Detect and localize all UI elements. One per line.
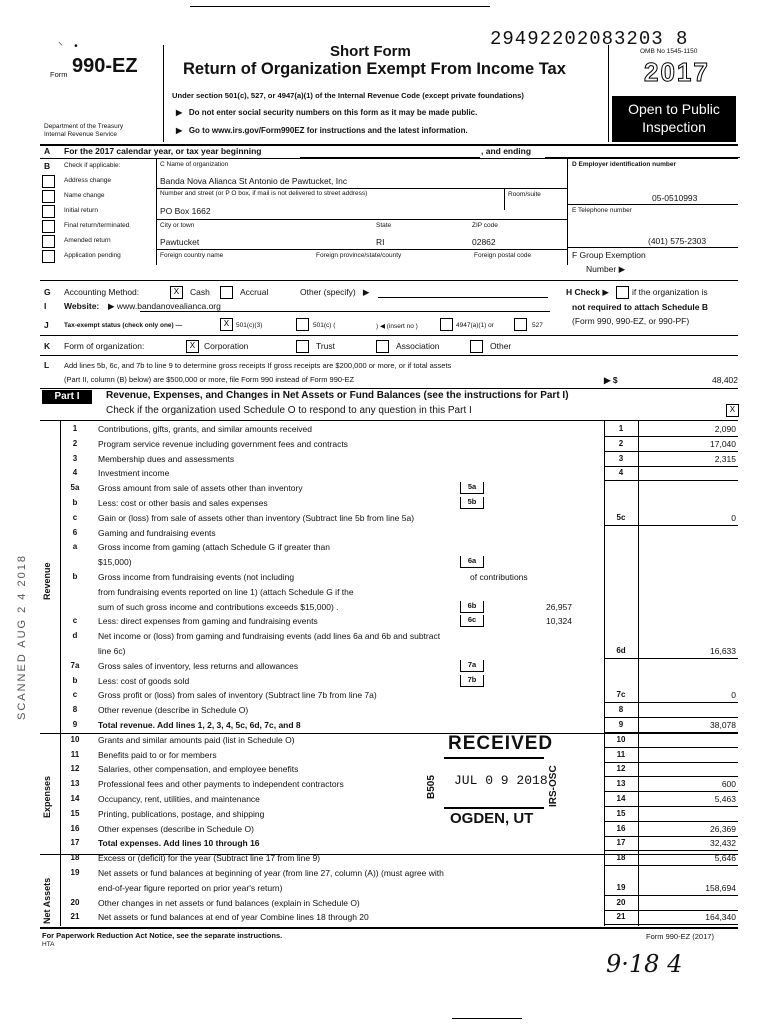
sub-box-label: 5b <box>460 497 484 509</box>
header-divider-right <box>608 45 609 142</box>
c-right-border <box>567 158 568 265</box>
tax-year: 2017 <box>616 60 728 90</box>
line-description: line 6c) <box>98 646 126 656</box>
checkbox-501c[interactable] <box>296 318 309 331</box>
other-method-field[interactable] <box>378 297 548 298</box>
top-rule <box>190 6 490 7</box>
line-b-label: B <box>44 161 51 171</box>
street-address[interactable]: PO Box 1662 <box>160 206 211 216</box>
line-description: Gross profit or (loss) from sales of inventory (Subtract line 7b from line 7a) <box>98 690 377 701</box>
line-box-label: 18 <box>616 853 626 863</box>
line-description: Net assets or fund balances at beginning of year (from line 27, column (A)) (must agree with <box>98 868 444 878</box>
form-label: Form <box>50 70 68 79</box>
line-description: Net income or (loss) from gaming and fundraising events (add lines 6a and 6b and subtract <box>98 631 441 642</box>
l-text-1: Add lines 5b, 6c, and 7b to line 9 to determine gross receipts If gross receipts are $200,000 or more, or if total assets <box>64 361 452 370</box>
line-amount-rule <box>604 747 738 748</box>
rule-e <box>567 247 738 248</box>
line-description: Excess or (deficit) for the year (Subtract line 17 from line 9) <box>98 853 321 864</box>
line-number: d <box>72 631 78 641</box>
sub-box-label: 6b <box>460 601 484 613</box>
checkbox-cash[interactable]: X <box>170 286 183 299</box>
line-amount[interactable]: 600 <box>721 779 736 790</box>
checkbox-527[interactable] <box>514 318 527 331</box>
checkbox-amended-return[interactable] <box>42 235 55 248</box>
line-amount-rule <box>604 717 738 718</box>
line-number: 18 <box>70 853 80 863</box>
omb-number: OMB No 1545-1150 <box>640 48 698 55</box>
stamp-city: OGDEN, UT <box>450 810 534 827</box>
line-number: 1 <box>72 424 78 433</box>
line-description: Other expenses (describe in Schedule O) <box>98 823 254 834</box>
line-description: Membership dues and assessments <box>98 453 235 464</box>
part-i-schedule-o: Check if the organization used Schedule O to respond to any question in this Part I <box>106 405 472 416</box>
rule-part-i <box>40 420 738 421</box>
checkbox-schedule-o[interactable]: X <box>726 404 739 417</box>
room-divider <box>504 188 505 210</box>
line-number: 6 <box>72 527 78 537</box>
line-description: Gaming and fundraising events <box>98 527 216 538</box>
sub-amount[interactable]: 26,957 <box>546 601 572 612</box>
line-number: b <box>72 675 78 685</box>
insert-no-label: ) ◀ (insert no ) <box>376 323 418 330</box>
rule-b-bottom <box>40 280 738 281</box>
side-label-revenue: Revenue <box>42 562 52 600</box>
line-number: c <box>72 512 78 522</box>
rule-part-i-bottom <box>40 927 738 929</box>
checkbox-501c3[interactable]: X <box>220 318 233 331</box>
line-description: Professional fees and other payments to independent contractors <box>98 779 344 790</box>
line-amount-rule <box>604 525 738 526</box>
line-number: 16 <box>70 823 80 833</box>
title-short-form: Short Form <box>330 43 411 60</box>
sub-box-label: 6c <box>460 615 484 627</box>
stamp-rule-top <box>444 757 544 759</box>
checkbox-trust[interactable] <box>296 340 309 353</box>
line-amount[interactable]: 38,078 <box>710 720 736 730</box>
corporation-label: Corporation <box>204 341 249 351</box>
f-number-label: Number ▶ <box>586 264 626 274</box>
city-value[interactable]: Pawtucket <box>160 237 200 247</box>
checkbox-address-change[interactable] <box>42 175 55 188</box>
line-number: 15 <box>70 808 80 818</box>
form-subtitle: Under section 501(c), 527, or 4947(a)(1) of the Internal Revenue Code (except private foundations) <box>172 91 524 100</box>
street-label: Number and street (or P O box, if mail is not delivered to street address) <box>160 190 368 197</box>
line-description: Other changes in net assets or fund balances (explain in Schedule O) <box>98 897 360 908</box>
line-description: Grants and similar amounts paid (list in Schedule O) <box>98 734 295 745</box>
line-a-text: For the 2017 calendar year, or tax year beginning <box>64 146 262 156</box>
line-number: 3 <box>72 453 78 463</box>
line-number: b <box>72 498 78 507</box>
checkbox-association[interactable] <box>376 340 389 353</box>
line-amount[interactable]: 16,633 <box>710 646 736 656</box>
rule-a <box>40 158 738 159</box>
rule-j <box>40 335 738 336</box>
line-number: c <box>72 690 78 700</box>
line-description: Salaries, other compensation, and employee benefits <box>98 764 299 775</box>
line-amount[interactable]: 2,090 <box>714 424 736 434</box>
amount-column-border <box>638 420 639 926</box>
line-amount-rule <box>604 791 738 792</box>
checkbox-final-return[interactable] <box>42 220 55 233</box>
line-description: from fundraising events reported on line 1) (attach Schedule G if the <box>98 586 354 597</box>
line-description: Program service revenue including government fees and contracts <box>98 438 348 449</box>
line-amount-rule <box>604 910 738 911</box>
line-description: Less: cost or other basis and sales expenses <box>98 498 268 508</box>
line-amount-rule <box>604 702 738 703</box>
tax-exempt-label: Tax-exempt status (check only one) — <box>64 322 182 329</box>
c-label: C Name of organization <box>160 161 229 168</box>
h-text-3: (Form 990, 990-EZ, or 990-PF) <box>572 316 690 326</box>
4947-label: 4947(a)(1) or <box>456 322 494 329</box>
line-number: 11 <box>70 749 80 759</box>
checkbox-other-org[interactable] <box>470 340 483 353</box>
line-box-label: 14 <box>616 794 626 803</box>
amended-return-label: Amended return <box>64 237 111 244</box>
other-method-label: Other (specify) ▶ <box>300 287 370 297</box>
rule-k <box>40 355 738 356</box>
website-value[interactable]: ▶ www.bandanovealianca.org <box>108 301 221 311</box>
rule-c1 <box>156 188 567 189</box>
line-amount-rule <box>604 806 738 807</box>
501c-label: 501(c) ( <box>313 322 336 329</box>
line-amount-rule <box>604 850 738 851</box>
line-a-label: A <box>44 146 51 156</box>
line-number: 4 <box>72 468 78 478</box>
header-divider-left <box>163 45 164 142</box>
line-number: 14 <box>70 794 80 803</box>
line-box-label: 3 <box>618 453 624 463</box>
website-label: Website: <box>64 301 100 311</box>
line-description: end-of-year figure reported on prior year's return) <box>98 882 283 893</box>
line-amount[interactable]: 32,432 <box>710 838 736 849</box>
line-description: Gross amount from sale of assets other than inventory <box>98 483 303 494</box>
line-box-label: 1 <box>618 424 624 433</box>
line-description: Gain or (loss) from sale of assets other than inventory (Subtract line 5b from line 5a) <box>98 512 415 523</box>
line-i-letter: I <box>44 301 47 311</box>
form-number: 990-EZ <box>72 55 138 77</box>
line-amount-rule <box>604 480 738 481</box>
initial-return-label: Initial return <box>64 207 98 214</box>
address-change-label: Address change <box>64 177 111 184</box>
sub-box-label: 7b <box>460 675 484 687</box>
stamp-left-code: B505 <box>426 775 437 799</box>
line-description: sum of such gross income and contributions exceeds $15,000) . <box>98 601 339 612</box>
d-label: D Employer identification number <box>572 161 677 168</box>
other-org-label: Other <box>490 341 512 351</box>
line-description: Other revenue (describe in Schedule O) <box>98 705 249 716</box>
line-amount-rule <box>604 836 738 837</box>
state-label: State <box>376 222 392 229</box>
line-description: Total revenue. Add lines 1, 2, 3, 4, 5c, 6d, 7c, and 8 <box>98 720 301 730</box>
line-number: 5a <box>70 483 80 493</box>
line-description: Contributions, gifts, grants, and similar amounts received <box>98 424 313 434</box>
check-applicable-label: Check if applicable: <box>64 162 121 169</box>
line-number: 10 <box>70 734 80 744</box>
line-number: c <box>72 616 78 626</box>
line-amount-rule <box>604 762 738 763</box>
sub-box-label: 5a <box>460 482 484 494</box>
side-label-expenses: Expenses <box>42 775 52 818</box>
line-description: Investment income <box>98 468 170 479</box>
line-k-letter: K <box>44 341 51 351</box>
line-number: 8 <box>72 705 78 715</box>
trust-label: Trust <box>316 341 336 351</box>
line-description: Less: cost of goods sold <box>98 675 190 686</box>
checkbox-initial-return[interactable] <box>42 205 55 218</box>
l-amount[interactable]: 48,402 <box>712 375 738 385</box>
notice-instructions: ▶ Go to www.irs.gov/Form990EZ for instructions and the latest information. <box>176 126 468 135</box>
part-i-title: Revenue, Expenses, and Changes in Net Assets or Fund Balances (see the instructions for Part I) <box>106 390 569 401</box>
line-box-label: 16 <box>616 823 626 833</box>
line-j-letter: J <box>44 320 49 330</box>
line-box-label: 21 <box>616 912 626 922</box>
org-name[interactable]: Banda Nova Alianca St Antonio de Pawtucket, Inc <box>160 176 348 186</box>
rule-c3 <box>156 249 567 250</box>
line-description: Total expenses. Add lines 10 through 16 <box>98 838 260 849</box>
line-amount[interactable]: 17,040 <box>710 438 736 449</box>
line-number: 13 <box>70 779 80 789</box>
line-amount[interactable]: 158,694 <box>705 882 736 893</box>
line-description: Less: direct expenses from gaming and fundraising events <box>98 616 318 627</box>
line-description: $15,000) <box>98 557 132 568</box>
line-box-label: 13 <box>616 779 626 789</box>
paperwork-notice: For Paperwork Reduction Act Notice, see the separate instructions. <box>42 931 283 940</box>
form-ref: Form 990-EZ (2017) <box>646 932 714 941</box>
h-text-2: not required to attach Schedule B <box>572 302 709 312</box>
foreign-province-label: Foreign province/state/county <box>316 252 402 259</box>
h-text-1: if the organization is <box>632 287 708 297</box>
margin-scan-stamp: SCANNED AUG 2 4 2018 <box>16 554 28 720</box>
open-to-public-badge: Open to Public Inspection <box>612 96 736 142</box>
room-label: Room/suite <box>508 191 541 198</box>
501c3-label: 501(c)(3) <box>236 322 263 329</box>
line-box-label: 4 <box>618 468 624 478</box>
zip-value[interactable]: 02862 <box>472 237 496 247</box>
line-amount-rule <box>604 865 738 866</box>
bottom-rule <box>452 1018 522 1019</box>
side-column-border <box>60 420 61 926</box>
line-description: Benefits paid to or for members <box>98 749 217 760</box>
line-amount[interactable]: 5,646 <box>714 853 736 864</box>
rule-expenses-bottom <box>40 854 738 855</box>
line-box-label: 17 <box>616 838 626 848</box>
line-number: 19 <box>70 868 80 877</box>
line-amount[interactable]: 26,369 <box>710 823 736 834</box>
irs-label: Internal Revenue Service <box>44 131 117 138</box>
line-box-label: 7c <box>616 690 626 700</box>
line-a-ending: , and ending <box>481 146 532 156</box>
state-value[interactable]: RI <box>376 237 385 247</box>
zip-label: ZIP code <box>472 222 498 229</box>
checkbox-4947[interactable] <box>440 318 453 331</box>
line-description: Printing, publications, postage, and shipping <box>98 808 265 819</box>
f-label: F Group Exemption <box>572 250 646 260</box>
line-box-label: 2 <box>618 438 624 448</box>
notice-ssn: ▶ Do not enter social security numbers on this form as it may be made public. <box>176 108 478 117</box>
line-box-label: 5c <box>616 512 626 522</box>
stamp-rule-bottom <box>444 807 544 809</box>
foreign-postal-label: Foreign postal code <box>474 252 532 259</box>
line-amount-rule <box>604 924 738 925</box>
line-l-letter: L <box>44 360 50 370</box>
line-g-letter: G <box>44 287 51 297</box>
form-title: Return of Organization Exempt From Income Tax <box>183 60 566 78</box>
corner-mark: ⸌ • <box>58 41 78 52</box>
line-box-label: 12 <box>616 764 626 774</box>
form-of-org-label: Form of organization: <box>64 341 145 351</box>
line-amount[interactable]: 2,315 <box>714 453 736 464</box>
line-box-label: 15 <box>616 808 626 818</box>
side-label-net-assets: Net Assets <box>42 877 52 924</box>
line-box-label: 19 <box>616 882 626 892</box>
line-number: b <box>72 572 78 581</box>
line-number: 17 <box>70 838 80 848</box>
line-amount[interactable]: 164,340 <box>705 912 736 923</box>
line-amount-rule <box>604 895 738 896</box>
e-label: E Telephone number <box>572 207 632 214</box>
phone-value[interactable]: (401) 575-2303 <box>648 236 707 246</box>
checkbox-schedule-b[interactable] <box>616 286 629 299</box>
sub-amount[interactable]: 10,324 <box>546 616 572 627</box>
final-return-label: Final return/terminated <box>64 222 130 229</box>
box-column-border <box>604 420 605 926</box>
line-description: Gross sales of inventory, less returns and allowances <box>98 660 299 671</box>
website-underline <box>140 311 550 312</box>
line-amount-rule <box>604 776 738 777</box>
line-box-label: 20 <box>616 897 626 907</box>
line-amount-rule <box>604 451 738 452</box>
l-arrow: ▶ $ <box>604 375 618 385</box>
line-amount[interactable]: 0 <box>731 690 736 701</box>
line-description: Gross income from gaming (attach Schedule G if greater than <box>98 542 330 553</box>
rule-d <box>567 204 738 205</box>
sub-box-label: 6a <box>460 556 484 568</box>
line-description: Net assets or fund balances at end of year Combine lines 18 through 20 <box>98 912 369 923</box>
line-amount-rule <box>604 436 738 437</box>
checkbox-corporation[interactable]: X <box>186 340 199 353</box>
foreign-country-label: Foreign country name <box>160 252 224 259</box>
checkbox-accrual[interactable] <box>220 286 233 299</box>
line-description: Occupancy, rent, utilities, and maintenance <box>98 794 260 804</box>
checkbox-application-pending[interactable] <box>42 250 55 263</box>
dept-label: Department of the Treasury <box>44 123 124 130</box>
stamp-right-code: IRS-OSC <box>548 765 559 807</box>
association-label: Association <box>396 341 440 351</box>
l-text-2: (Part II, column (B) below) are $500,000 or more, file Form 990 instead of Form 990-EZ <box>64 375 355 384</box>
rule-l <box>40 388 738 389</box>
line-box-label: 11 <box>616 749 626 759</box>
line-amount-rule <box>604 658 738 659</box>
line-number: 20 <box>70 897 80 907</box>
line-number: 21 <box>70 912 80 922</box>
stamp-date: JUL 0 9 2018 <box>454 773 548 788</box>
checkbox-name-change[interactable] <box>42 190 55 203</box>
rule-revenue-bottom <box>40 733 738 734</box>
application-pending-label: Application pending <box>64 252 121 259</box>
line-number: a <box>72 542 78 552</box>
rule-c2 <box>156 219 567 220</box>
line-number: 9 <box>72 720 78 729</box>
stamp-received: RECEIVED <box>448 733 554 754</box>
line-box-label: 6d <box>616 646 626 655</box>
h-label: H Check ▶ <box>566 287 609 297</box>
part-i-tag: Part I <box>42 390 92 404</box>
hta-label: HTA <box>42 941 55 948</box>
line-description: Gross income from fundraising events (not including <box>98 572 295 582</box>
ein-value[interactable]: 05-0510993 <box>652 193 698 203</box>
accrual-label: Accrual <box>240 287 269 297</box>
line-amount[interactable]: 0 <box>731 512 736 523</box>
line-amount[interactable]: 5,463 <box>714 794 736 804</box>
line-amount-rule <box>604 466 738 467</box>
line-box-label: 8 <box>618 705 624 715</box>
name-change-label: Name change <box>64 192 105 199</box>
line-description-suffix: of contributions <box>470 572 528 582</box>
527-label: 527 <box>532 322 543 329</box>
line-amount-rule <box>604 821 738 822</box>
cash-label: Cash <box>190 287 210 297</box>
received-stamp <box>420 733 564 827</box>
sub-box-label: 7a <box>460 660 484 672</box>
city-label: City or town <box>160 222 195 229</box>
line-number: 7a <box>70 660 80 670</box>
handwritten-note: 9·18 4 <box>606 950 683 978</box>
line-box-label: 10 <box>616 734 626 744</box>
line-box-label: 9 <box>618 720 624 729</box>
line-number: 12 <box>70 764 80 774</box>
line-number: 2 <box>72 438 78 448</box>
dln-number: 29492202083203 8 <box>490 28 689 50</box>
accounting-method-label: Accounting Method: <box>64 287 140 297</box>
